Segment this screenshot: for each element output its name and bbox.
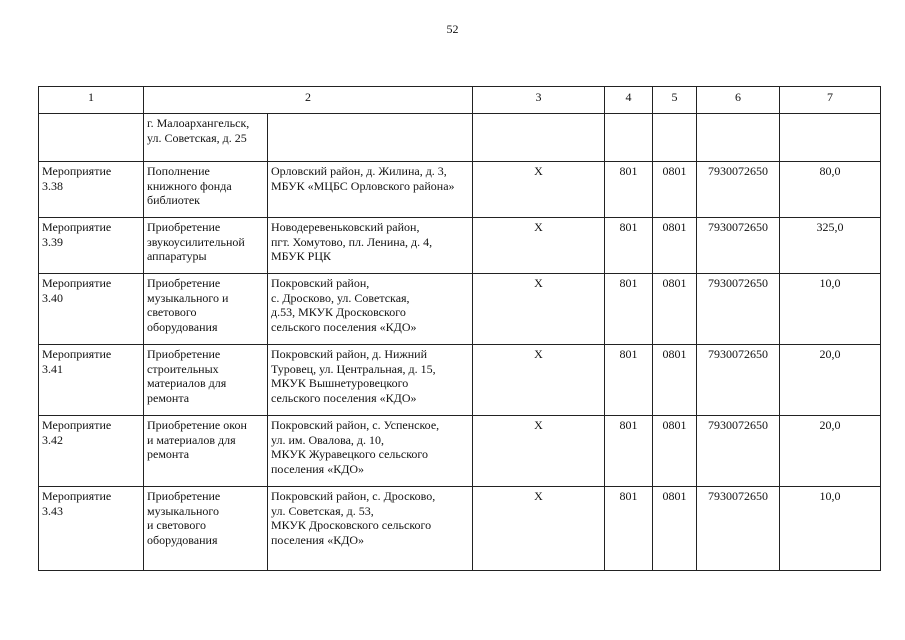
cell-amount: 80,0 (780, 162, 881, 218)
cell-mark: Х (473, 218, 605, 274)
cell-event (39, 218, 144, 274)
table-row (39, 162, 881, 218)
cell-text: Мероприятие 3.40 (42, 276, 112, 305)
cell-text: Приобретение строительных материалов для ремонта (147, 347, 227, 405)
cell-code3: 7930072650 (697, 487, 780, 571)
cell-code3 (697, 114, 780, 162)
cell-text: Мероприятие 3.41 (42, 347, 112, 376)
table-header (39, 87, 881, 114)
cell-amount: 20,0 (780, 345, 881, 416)
header-col-2: 2 (144, 87, 473, 114)
header-col-3: 3 (473, 87, 605, 114)
cell-code1: 801 (605, 487, 653, 571)
cell-address (268, 162, 473, 218)
cell-address (268, 274, 473, 345)
cell-code1: 801 (605, 345, 653, 416)
cell-text: Приобретение звукоусилительной аппаратуры (147, 220, 245, 263)
cell-event (39, 162, 144, 218)
cell-address (268, 114, 473, 162)
cell-code1: 801 (605, 162, 653, 218)
header-row (39, 87, 881, 114)
cell-text: Покровский район, с. Дросково, ул. Советская, д.53, МКУК Дросковского сельского поселения «КДО» (271, 276, 417, 334)
cell-text: Покровский район, с. Успенское, ул. им. Овалова, д. 10, МКУК Журавецкого сельского поселения «КДО» (271, 418, 440, 476)
cell-amount: 20,0 (780, 416, 881, 487)
cell-mark (473, 114, 605, 162)
budget-table (38, 86, 881, 571)
cell-name (144, 218, 268, 274)
cell-amount: 10,0 (780, 487, 881, 571)
cell-code3: 7930072650 (697, 416, 780, 487)
cell-name (144, 274, 268, 345)
cell-amount (780, 114, 881, 162)
cell-address (268, 416, 473, 487)
header-col-4: 4 (605, 87, 653, 114)
cell-text: Приобретение музыкального и светового оборудования (147, 276, 229, 334)
cell-event (39, 487, 144, 571)
header-col-6: 6 (697, 87, 780, 114)
cell-address (268, 345, 473, 416)
cell-event (39, 416, 144, 487)
cell-code3: 7930072650 (697, 274, 780, 345)
table-row (39, 345, 881, 416)
cell-name (144, 345, 268, 416)
cell-name (144, 114, 268, 162)
cell-address (268, 487, 473, 571)
table-row (39, 487, 881, 571)
table-row (39, 218, 881, 274)
table-row (39, 274, 881, 345)
cell-text: Приобретение музыкального и светового оборудования (147, 489, 221, 547)
cell-name (144, 416, 268, 487)
cell-text: Мероприятие 3.39 (42, 220, 112, 249)
cell-text: Орловский район, д. Жилина, д. 3, МБУК «МЦБС Орловского района» (271, 164, 455, 193)
cell-text: г. Малоархангельск, ул. Советская, д. 25 (147, 116, 250, 145)
cell-code2: 0801 (653, 162, 697, 218)
cell-mark: Х (473, 416, 605, 487)
table-row-continuation (39, 114, 881, 162)
cell-amount: 10,0 (780, 274, 881, 345)
cell-code2: 0801 (653, 274, 697, 345)
cell-code2 (653, 114, 697, 162)
cell-name (144, 162, 268, 218)
cell-mark: Х (473, 487, 605, 571)
cell-text: Новодеревеньковский район, пгт. Хомутово, пл. Ленина, д. 4, МБУК РЦК (271, 220, 433, 263)
cell-text: Мероприятие 3.38 (42, 164, 112, 193)
header-col-7: 7 (780, 87, 881, 114)
cell-mark: Х (473, 274, 605, 345)
cell-text: Мероприятие 3.42 (42, 418, 112, 447)
cell-text: Пополнение книжного фонда библиотек (147, 164, 232, 207)
cell-code2: 0801 (653, 345, 697, 416)
cell-mark: Х (473, 162, 605, 218)
cell-code2: 0801 (653, 487, 697, 571)
table-row (39, 416, 881, 487)
cell-code1 (605, 114, 653, 162)
cell-text: Приобретение окон и материалов для ремонта (147, 418, 247, 461)
cell-text: Покровский район, с. Дросково, ул. Советская, д. 53, МКУК Дросковского сельского поселения «КДО» (271, 489, 436, 547)
header-col-1: 1 (39, 87, 144, 114)
cell-amount: 325,0 (780, 218, 881, 274)
cell-address (268, 218, 473, 274)
cell-text: Покровский район, д. Нижний Туровец, ул. Центральная, д. 15, МКУК Вышнетуровецкого сельского поселения «КДО» (271, 347, 436, 405)
cell-event (39, 114, 144, 162)
cell-code2: 0801 (653, 416, 697, 487)
cell-code3: 7930072650 (697, 218, 780, 274)
page-number: 52 (446, 22, 459, 36)
header-col-5: 5 (653, 87, 697, 114)
cell-code2: 0801 (653, 218, 697, 274)
cell-code1: 801 (605, 218, 653, 274)
cell-code1: 801 (605, 416, 653, 487)
table-body (39, 114, 881, 571)
cell-event (39, 274, 144, 345)
cell-name (144, 487, 268, 571)
cell-code1: 801 (605, 274, 653, 345)
cell-code3: 7930072650 (697, 345, 780, 416)
cell-mark: Х (473, 345, 605, 416)
cell-event (39, 345, 144, 416)
cell-code3: 7930072650 (697, 162, 780, 218)
cell-text: Мероприятие 3.43 (42, 489, 112, 518)
